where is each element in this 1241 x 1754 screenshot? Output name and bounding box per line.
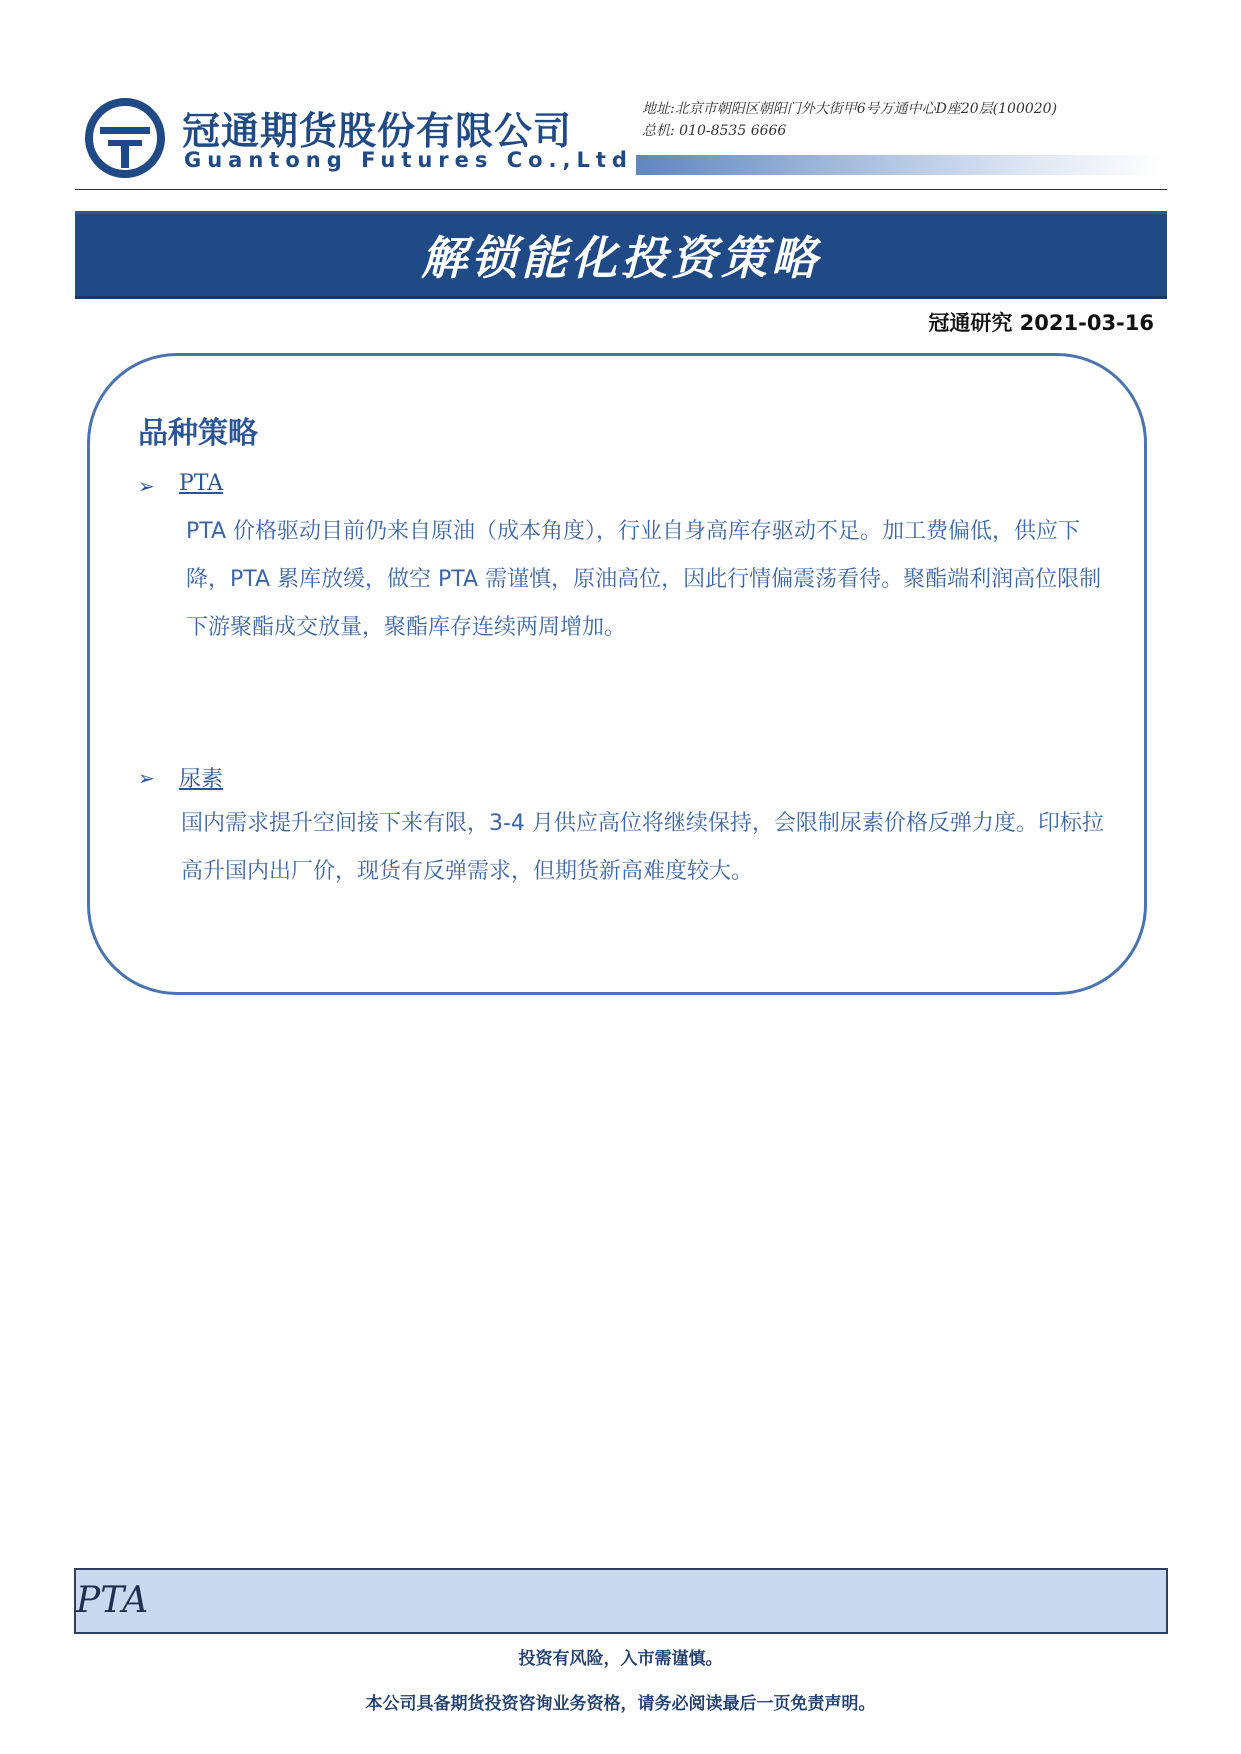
- item-title-pta: PTA: [179, 471, 224, 496]
- company-name-cn: 冠通期货股份有限公司: [182, 109, 573, 153]
- arrow-bullet-icon: ➢: [138, 474, 155, 498]
- item-body-urea: 国内需求提升空间接下来有限，3-4 月供应高位将继续保持，会限制尿素价格反弹力度。印标拉高升国内出厂价，现货有反弹需求，但期货新高难度较大。: [181, 811, 1104, 884]
- company-logo-icon: [84, 97, 166, 179]
- report-meta: 冠通研究 2021-03-16: [928, 311, 1154, 335]
- company-phone: 总机: 010-8535 6666: [642, 123, 787, 139]
- arrow-bullet-icon: ➢: [138, 766, 155, 790]
- risk-warning: 投资有风险，入市需谨慎。: [518, 1649, 723, 1669]
- company-name-en: Guantong Futures Co.,Ltd: [184, 148, 633, 172]
- footer-section-label: PTA: [76, 1580, 149, 1621]
- header-gradient-bar: [636, 155, 1162, 175]
- strategy-heading: 品种策略: [138, 416, 258, 451]
- item-body-pta: PTA 价格驱动目前仍来自原油（成本角度），行业自身高库存驱动不足。加工费偏低，供应下降，PTA 累库放缓，做空 PTA 需谨慎，原油高位，因此行情偏震荡看待。聚酯端利润高位限制下游聚酯成交放量，聚酯库存连续两周增加。: [186, 519, 1102, 640]
- item-title-urea: 尿素: [179, 767, 224, 792]
- footer-section-bar: [74, 1568, 1168, 1634]
- company-address: 地址:北京市朝阳区朝阳门外大街甲6号万通中心D座20层(100020): [642, 101, 1058, 117]
- report-title: 解锁能化投资策略: [421, 231, 821, 285]
- qualification-notice: 本公司具备期货投资咨询业务资格，请务必阅读最后一页免责声明。: [365, 1694, 876, 1714]
- header-divider: [75, 189, 1167, 190]
- title-banner: [75, 211, 1167, 299]
